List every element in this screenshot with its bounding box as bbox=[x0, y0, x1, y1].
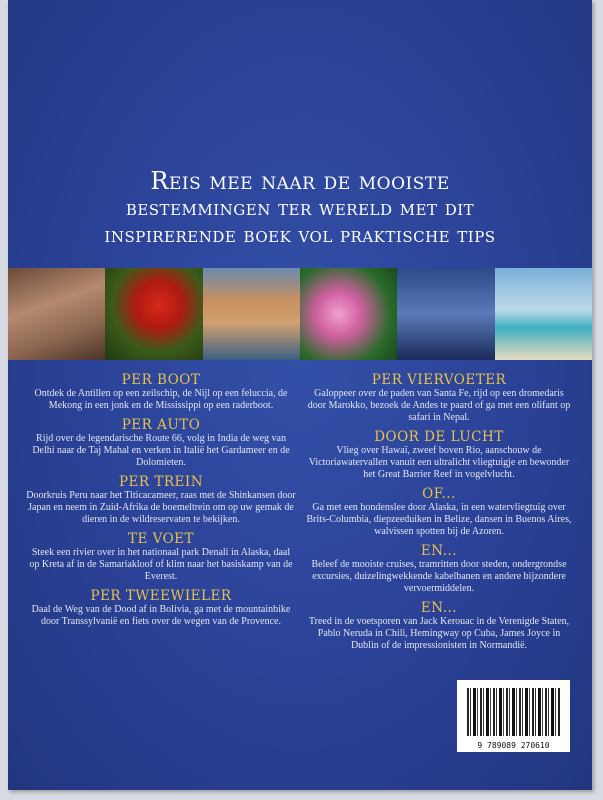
title-line-3: inspirerende boek vol praktische tips bbox=[104, 223, 496, 247]
section-heading: PER VIERVOETER bbox=[371, 372, 507, 388]
section-text: Galoppeer over de paden van Santa Fe, rijd op een dromedaris door Marokko, bezoek de Andes te paard of ga met een olifant op safari in Nepal. bbox=[307, 388, 571, 423]
section-heading: DOOR DE LUCHT bbox=[374, 429, 504, 445]
isbn-number: 9 789089 270610 bbox=[477, 741, 550, 750]
section-heading: PER BOOT bbox=[121, 372, 201, 388]
section-text: Doorkruis Peru naar het Titicacameer, raas met de Shinkansen door Japan en neem in Zuid-Afrika de boemeltrein om op uw gemak de dieren in de wildreservaten te bekijken. bbox=[26, 490, 296, 525]
section-door-de-lucht bbox=[304, 429, 574, 481]
left-column bbox=[26, 372, 296, 633]
section-text: Ontdek de Antillen op een zeilschip, de Nijl op een feluccia, de Mekong in een jonk en de Mississippi op een raderboot. bbox=[34, 388, 288, 411]
photo-petra bbox=[8, 268, 105, 360]
section-text: Daal de Weg van de Dood af in Bolivia, ga met de mountainbike door Transsylvanië en fiets over de wegen van de Provence. bbox=[31, 604, 291, 627]
section-te-voet bbox=[26, 531, 296, 583]
section-text: Beleef de mooiste cruises, tramritten door steden, ondergrondse excursies, duizelingwekkende kabelbanen en andere bijzondere vervoermiddelen. bbox=[311, 559, 567, 594]
section-en-2 bbox=[304, 600, 574, 652]
section-per-boot bbox=[26, 372, 296, 412]
photo-beach bbox=[495, 268, 592, 360]
section-heading: EN... bbox=[420, 543, 458, 559]
barcode-bars bbox=[467, 688, 560, 736]
photo-strip bbox=[8, 268, 592, 360]
section-per-tweewieler bbox=[26, 588, 296, 628]
cover-title bbox=[8, 168, 592, 249]
right-column bbox=[304, 372, 574, 657]
book-back-cover bbox=[8, 0, 592, 790]
section-text: Treed in de voetsporen van Jack Kerouac in de Verenigde Staten, Pablo Neruda in Chili, Hemingway op Cuba, James Joyce in Dublin of de impressionisten in Normandië. bbox=[308, 616, 570, 651]
isbn-barcode bbox=[457, 680, 570, 752]
section-heading: EN... bbox=[420, 600, 458, 616]
section-text: Vlieg over Hawaï, zweef boven Rio, aanschouw de Victoriawatervallen vanuit een ultralicht vliegtuigje en bewonder het Great Barrier Reef in vogelvlucht. bbox=[308, 445, 570, 480]
section-text: Ga met een hondenslee door Alaska, in een watervliegtuig over Brits-Columbia, diepzeeduiken in Belize, dansen in Buenos Aires, walvissen spotten bij de Azoren. bbox=[306, 502, 572, 537]
section-en-1 bbox=[304, 543, 574, 595]
section-heading: PER TREIN bbox=[118, 474, 204, 490]
section-text: Steek een rivier over in het nationaal park Denali in Alaska, daal op Kreta af in de Samariakloof of klim naar het basiskamp van de Everest. bbox=[29, 547, 293, 582]
section-text: Rijd over de legendarische Route 66, volg in India de weg van Delhi naar de Taj Mahal en verken in Italië het Gardameer en de Dolomieten. bbox=[32, 433, 290, 468]
section-of bbox=[304, 486, 574, 538]
section-heading: PER TWEEWIELER bbox=[90, 588, 232, 604]
section-heading: PER AUTO bbox=[121, 417, 201, 433]
title-line-2: bestemmingen ter wereld met dit bbox=[125, 196, 475, 220]
section-per-trein bbox=[26, 474, 296, 526]
section-heading: TE VOET bbox=[127, 531, 195, 547]
section-per-auto bbox=[26, 417, 296, 469]
title-line-1: Reis mee naar de mooiste bbox=[150, 167, 450, 195]
photo-flowers bbox=[300, 268, 397, 360]
photo-village bbox=[203, 268, 300, 360]
section-per-viervoeter bbox=[304, 372, 574, 424]
photo-bridge bbox=[397, 268, 494, 360]
section-heading: OF... bbox=[422, 486, 456, 502]
photo-parrot bbox=[105, 268, 202, 360]
